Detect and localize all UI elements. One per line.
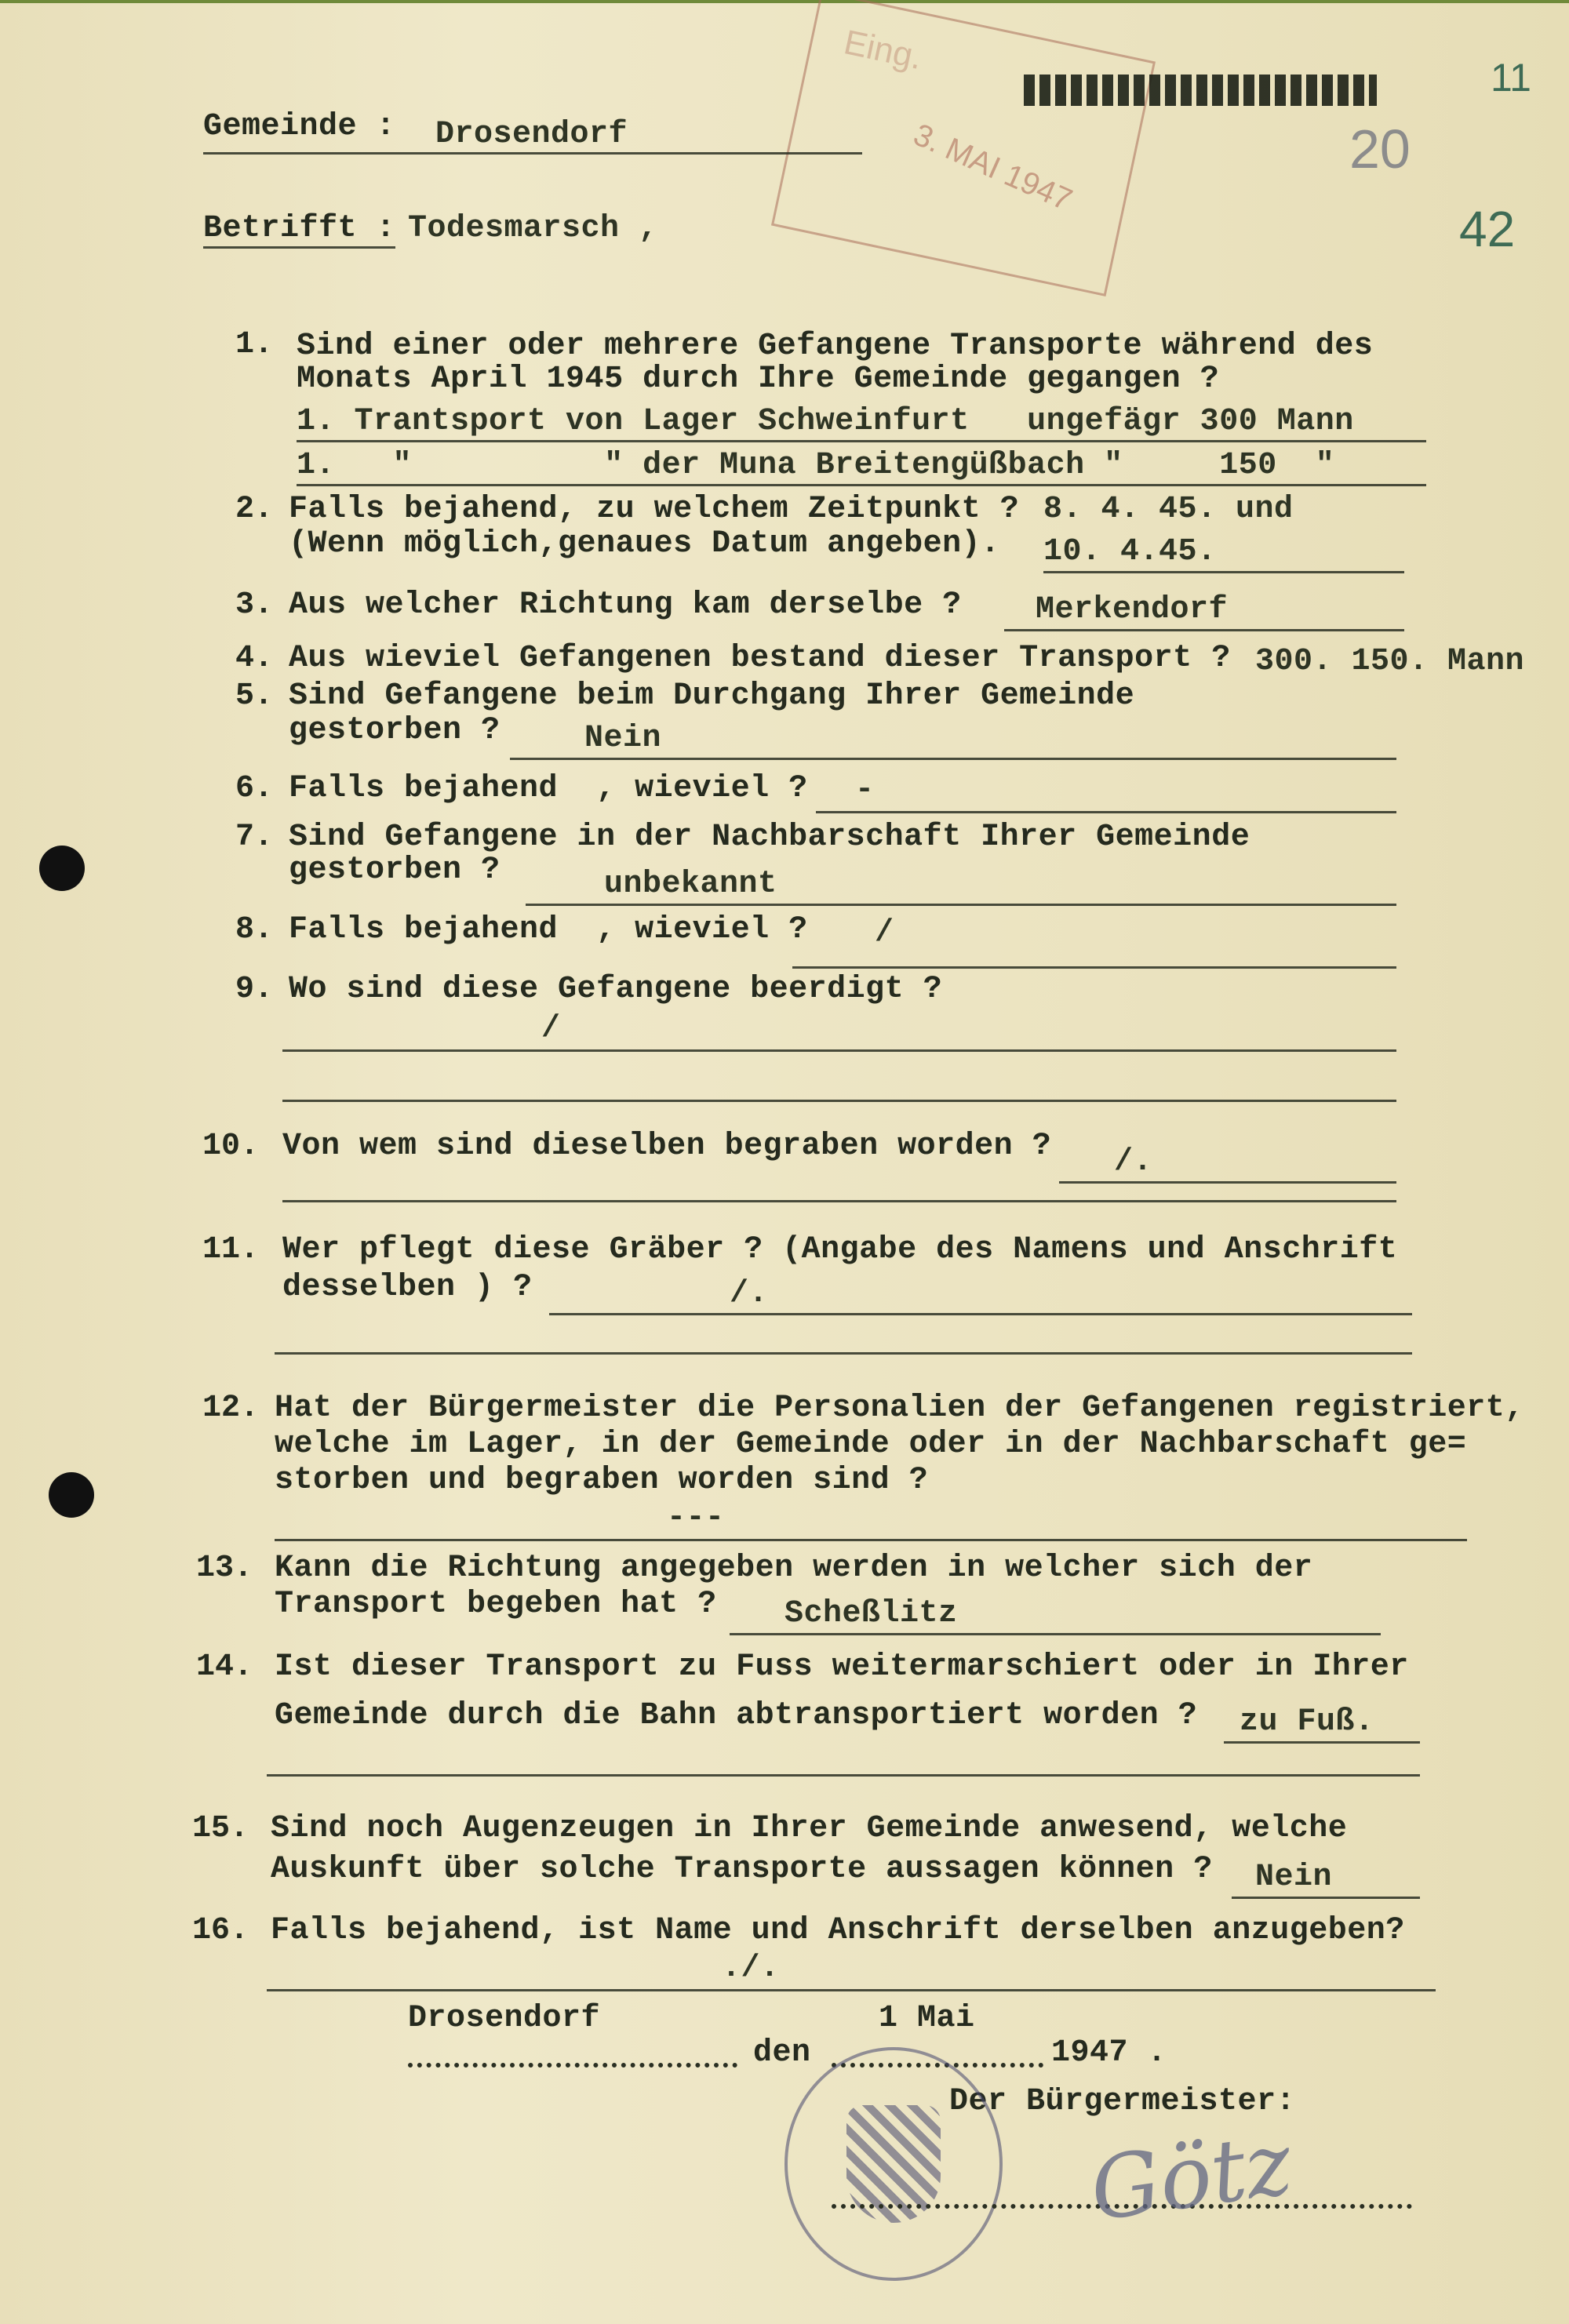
- page-number: 42: [1459, 201, 1516, 257]
- question-number: 14.: [196, 1649, 253, 1685]
- question-number: 16.: [192, 1913, 249, 1948]
- answer-10: /.: [1114, 1144, 1153, 1180]
- question-1-line: Monats April 1945 durch Ihre Gemeinde gegangen ?: [297, 362, 1220, 397]
- municipal-seal: [784, 2047, 1003, 2281]
- question-12-line: welche im Lager, in der Gemeinde oder in der Nachbarschaft ge=: [275, 1427, 1467, 1462]
- question-number: 1.: [235, 327, 274, 362]
- punch-hole: [39, 846, 85, 891]
- question-15-line: Auskunft über solche Transporte aussagen können ?: [271, 1852, 1213, 1887]
- question-14-line: Gemeinde durch die Bahn abtransportiert worden ?: [275, 1698, 1198, 1733]
- question-13-line: Transport begeben hat ?: [275, 1587, 717, 1622]
- answer-12: ---: [667, 1500, 725, 1536]
- scan-edge: [0, 0, 1569, 3]
- question-7-line: gestorben ?: [289, 853, 501, 888]
- stamp-date: 3. MAI 1947: [908, 117, 1077, 218]
- stamp-text: Eing.: [840, 23, 926, 78]
- answer-5: Nein: [584, 721, 662, 756]
- question-4-line: Aus wieviel Gefangenen bestand dieser Transport ?: [289, 641, 1231, 676]
- pencil-number: 20: [1349, 118, 1411, 180]
- signature-text: Götz: [1084, 2112, 1298, 2241]
- answer-15: Nein: [1255, 1860, 1333, 1895]
- question-number: 6.: [235, 771, 274, 806]
- question-number: 2.: [235, 492, 274, 527]
- answer-1: 1. " " der Muna Breitengüßbach " 150 ": [297, 448, 1335, 483]
- gemeinde-label: Gemeinde :: [203, 109, 396, 144]
- date-day: 1 Mai: [879, 2001, 975, 2036]
- question-7-line: Sind Gefangene in der Nachbarschaft Ihrer Gemeinde: [289, 820, 1250, 855]
- answer-4: 300. 150. Mann: [1255, 644, 1525, 679]
- answer-3: Merkendorf: [1036, 592, 1229, 627]
- question-number: 10.: [202, 1129, 260, 1164]
- answer-8: /: [875, 915, 894, 951]
- signer-title: Der Bürgermeister:: [949, 2084, 1296, 2119]
- question-number: 9.: [235, 972, 274, 1007]
- question-3-line: Aus welcher Richtung kam derselbe ?: [289, 587, 962, 623]
- dotted-line: [408, 2063, 737, 2068]
- date-year: 1947 .: [1051, 2035, 1167, 2071]
- question-9-line: Wo sind diese Gefangene beerdigt ?: [289, 972, 943, 1007]
- den-label: den: [753, 2035, 811, 2071]
- answer-14: zu Fuß.: [1240, 1704, 1374, 1740]
- question-2-line: Falls bejahend, zu welchem Zeitpunkt ?: [289, 492, 1020, 527]
- answer-13: Scheßlitz: [784, 1596, 958, 1631]
- tick-mark: 11: [1491, 56, 1531, 100]
- punch-hole: [49, 1472, 94, 1518]
- question-number: 12.: [202, 1391, 260, 1426]
- question-5-line: gestorben ?: [289, 713, 501, 748]
- question-8-line: Falls bejahend , wieviel ?: [289, 912, 808, 947]
- question-11-line: desselben ) ?: [282, 1270, 533, 1305]
- redacted-text: [1024, 75, 1377, 106]
- question-number: 11.: [202, 1232, 260, 1267]
- question-number: 15.: [192, 1811, 249, 1846]
- question-16-line: Falls bejahend, ist Name und Anschrift derselben anzugeben?: [271, 1913, 1405, 1948]
- question-number: 3.: [235, 587, 274, 623]
- betrifft-label: Betrifft :: [203, 211, 396, 246]
- question-2-line: (Wenn möglich,genaues Datum angeben).: [289, 526, 1000, 562]
- question-number: 5.: [235, 678, 274, 714]
- question-number: 13.: [196, 1551, 253, 1586]
- answer-7: unbekannt: [604, 867, 777, 902]
- betrifft-value: Todesmarsch ,: [408, 211, 658, 246]
- answer-2: 10. 4.45.: [1043, 534, 1217, 569]
- question-12-line: storben und begraben worden sind ?: [275, 1463, 929, 1498]
- question-6-line: Falls bejahend , wieviel ?: [289, 771, 808, 806]
- answer-11: /.: [730, 1276, 769, 1311]
- gemeinde-value: Drosendorf: [435, 117, 628, 152]
- answer-9: /: [541, 1011, 561, 1046]
- question-5-line: Sind Gefangene beim Durchgang Ihrer Gemeinde: [289, 678, 1135, 714]
- question-number: 4.: [235, 641, 274, 676]
- question-1-line: Sind einer oder mehrere Gefangene Transporte während des: [297, 329, 1374, 364]
- question-14-line: Ist dieser Transport zu Fuss weitermarschiert oder in Ihrer: [275, 1649, 1409, 1685]
- question-10-line: Von wem sind dieselben begraben worden ?: [282, 1129, 1052, 1164]
- answer-6: -: [855, 773, 875, 808]
- question-11-line: Wer pflegt diese Gräber ? (Angabe des Namens und Anschrift: [282, 1232, 1398, 1267]
- place-name: Drosendorf: [408, 2001, 601, 2036]
- question-number: 7.: [235, 820, 274, 855]
- answer-16: ./.: [722, 1951, 780, 1986]
- question-13-line: Kann die Richtung angegeben werden in welcher sich der: [275, 1551, 1313, 1586]
- answer-2: 8. 4. 45. und: [1043, 492, 1294, 527]
- answer-1: 1. Trantsport von Lager Schweinfurt ungefägr 300 Mann: [297, 404, 1354, 439]
- question-12-line: Hat der Bürgermeister die Personalien der Gefangenen registriert,: [275, 1391, 1524, 1426]
- question-15-line: Sind noch Augenzeugen in Ihrer Gemeinde anwesend, welche: [271, 1811, 1348, 1846]
- question-number: 8.: [235, 912, 274, 947]
